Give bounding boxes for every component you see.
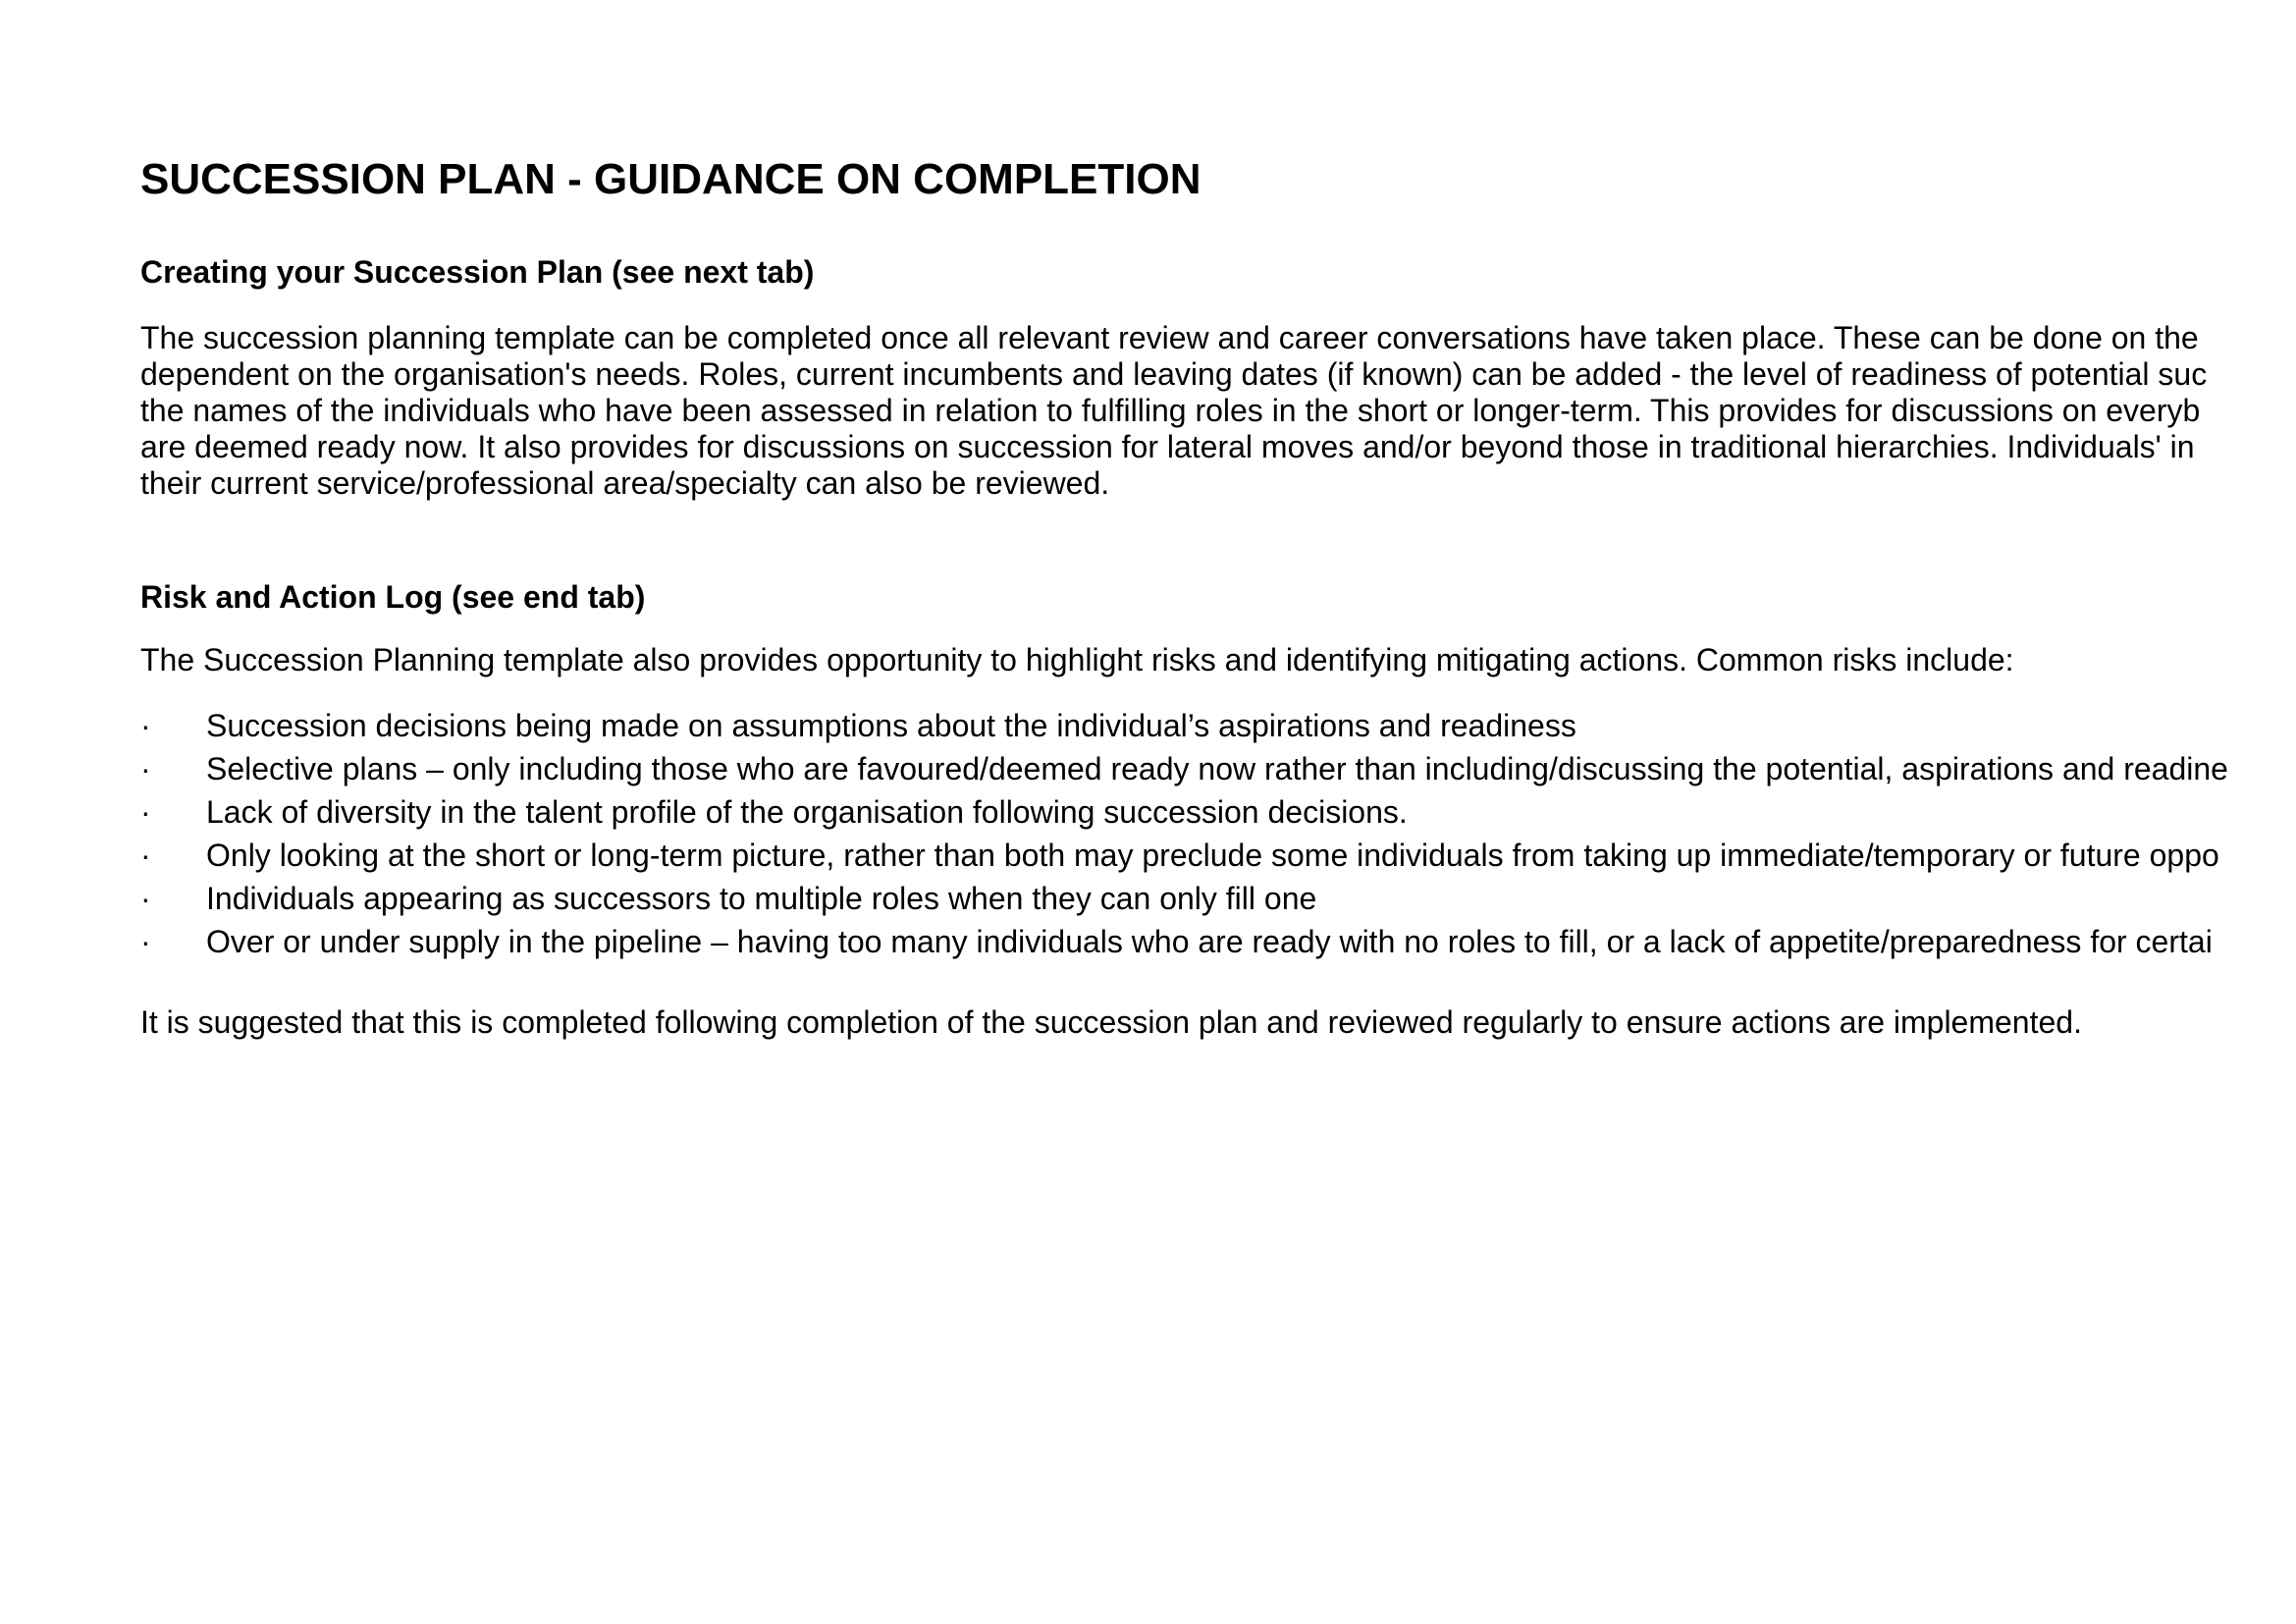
paragraph-line: are deemed ready now. It also provides for discussions on succession for lateral moves and/or beyond those in traditional hierarchies. Individuals' in — [140, 429, 2195, 464]
bullet-icon: · — [140, 708, 151, 743]
list-item-text: Individuals appearing as successors to multiple roles when they can only fill one — [206, 881, 1317, 916]
bullet-icon: · — [140, 794, 151, 830]
paragraph-line: dependent on the organisation's needs. Roles, current incumbents and leaving dates (if known) can be added - the level of readiness of potential suc — [140, 356, 2208, 392]
list-item-text: Only looking at the short or long-term picture, rather than both may preclude some individuals from taking up immediate/temporary or future oppo — [206, 838, 2219, 873]
section-heading-risk-log: Risk and Action Log (see end tab) — [140, 579, 646, 615]
list-item-text: Lack of diversity in the talent profile of the organisation following succession decisions. — [206, 794, 1408, 830]
risk-log-intro: The Succession Planning template also provides opportunity to highlight risks and identifying mitigating actions. Common risks include: — [140, 642, 2014, 677]
paragraph-line: the names of the individuals who have been assessed in relation to fulfilling roles in the short or longer-term. This provides for discussions on everyb — [140, 393, 2201, 428]
list-item-text: Over or under supply in the pipeline – having too many individuals who are ready with no roles to fill, or a lack of appetite/preparedness for certai — [206, 924, 2213, 959]
section-heading-creating-plan: Creating your Succession Plan (see next tab) — [140, 254, 815, 290]
risk-log-closing: It is suggested that this is completed following completion of the succession plan and reviewed regularly to ensure actions are implemented. — [140, 1004, 2082, 1040]
bullet-icon: · — [140, 751, 151, 786]
paragraph-line: The succession planning template can be completed once all relevant review and career conversations have taken place. These can be done on the — [140, 320, 2199, 355]
bullet-icon: · — [140, 838, 151, 873]
paragraph-line: their current service/professional area/specialty can also be reviewed. — [140, 465, 1110, 501]
list-item-text: Succession decisions being made on assumptions about the individual’s aspirations and readiness — [206, 708, 1576, 743]
list-item-text: Selective plans – only including those who are favoured/deemed ready now rather than including/discussing the potential, aspirations and readine — [206, 751, 2228, 786]
page-title: SUCCESSION PLAN - GUIDANCE ON COMPLETION — [140, 155, 1201, 203]
bullet-icon: · — [140, 881, 151, 916]
creating-plan-paragraph — [140, 320, 2207, 502]
bullet-icon: · — [140, 924, 151, 959]
